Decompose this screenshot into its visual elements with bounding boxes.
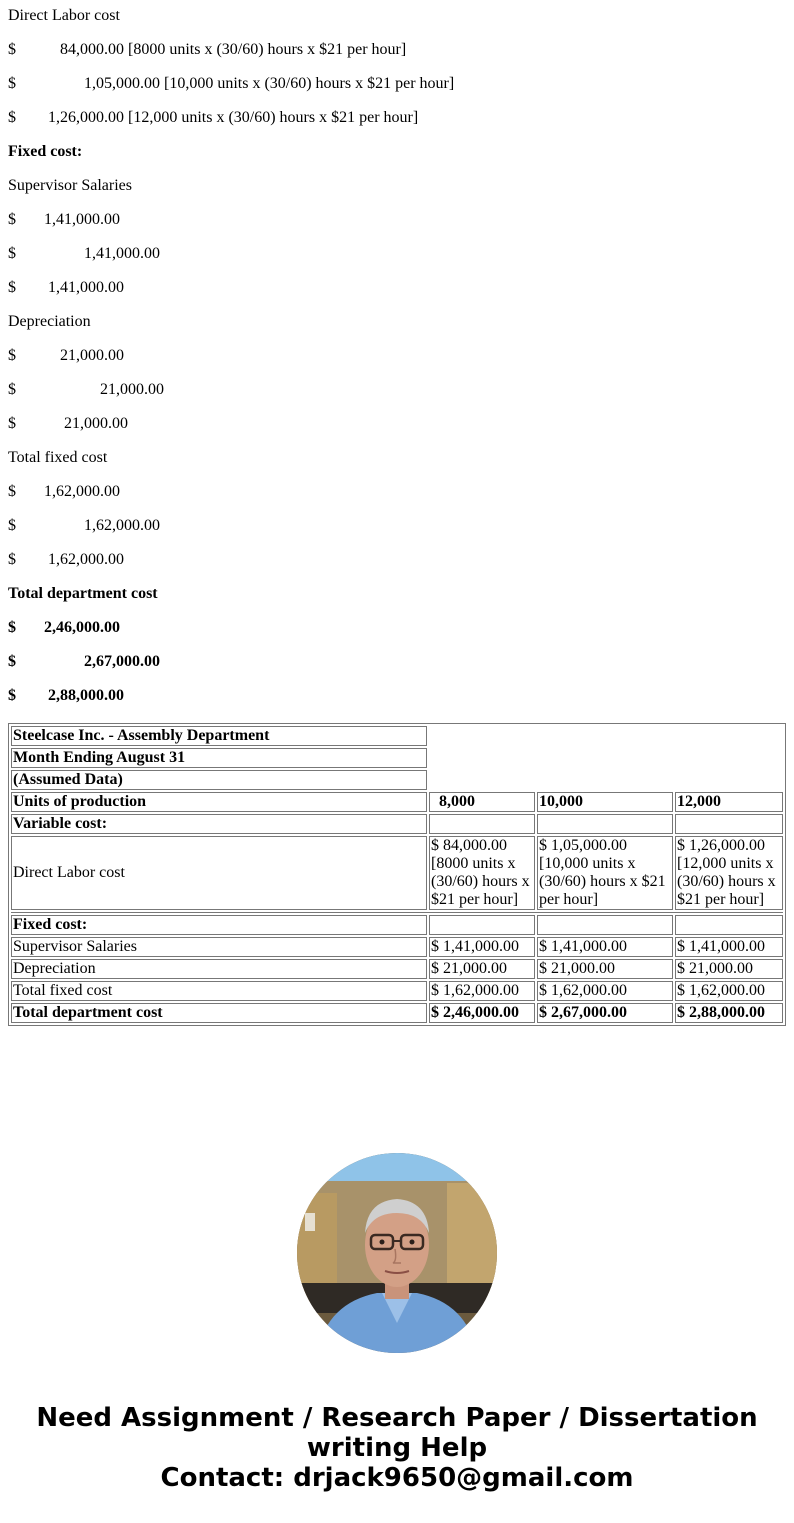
currency-symbol: $ <box>8 347 16 364</box>
currency-symbol: $ <box>8 381 16 398</box>
currency-symbol: $ <box>8 551 16 568</box>
total-department-cost-label: Total department cost <box>8 585 158 602</box>
supervisor-10000-line <box>8 237 786 271</box>
depreciation-10000-value: 21,000.00 <box>100 381 164 398</box>
direct-labor-cell-8000: $ 84,000.00 [8000 units x (30/60) hours x $21 per hour] <box>429 836 535 910</box>
total-fixed-8000-line <box>8 475 786 509</box>
fixed-cost-heading: Fixed cost: <box>8 143 83 160</box>
currency-symbol: $ <box>8 109 16 126</box>
currency-symbol: $ <box>8 415 16 432</box>
table-row <box>11 937 783 957</box>
table-period: Month Ending August 31 <box>11 748 427 768</box>
currency-symbol: $ <box>8 211 16 228</box>
total-dept-8000-line <box>8 611 786 645</box>
total-dept-cell-12000: $ 2,88,000.00 <box>675 1003 783 1023</box>
promo-line-1: Need Assignment / Research Paper / Dissertation <box>36 1403 758 1433</box>
depreciation-12000-line <box>8 407 786 441</box>
cost-table <box>8 723 786 1026</box>
total-fixed-10000-line <box>8 509 786 543</box>
total-fixed-10000-value: 1,62,000.00 <box>84 517 160 534</box>
table-divider-row <box>11 912 783 913</box>
units-12000: 12,000 <box>675 792 783 812</box>
promo-banner <box>0 1403 794 1493</box>
depreciation-8000-value: 21,000.00 <box>60 347 124 364</box>
total-dept-12000-line <box>8 679 786 713</box>
total-fixed-12000-line <box>8 543 786 577</box>
currency-symbol: $ <box>8 245 16 262</box>
total-fixed-cell-label: Total fixed cost <box>11 981 427 1001</box>
supervisor-10000-value: 1,41,000.00 <box>84 245 160 262</box>
depreciation-cell-8000: $ 21,000.00 <box>429 959 535 979</box>
total-fixed-cell-10000: $ 1,62,000.00 <box>537 981 673 1001</box>
fixed-cost-cell-heading: Fixed cost: <box>11 915 427 935</box>
supervisor-8000-value: 1,41,000.00 <box>44 211 120 228</box>
direct-labor-10000-line <box>8 67 786 101</box>
table-row <box>11 959 783 979</box>
supervisor-12000-value: 1,41,000.00 <box>48 279 124 296</box>
direct-labor-cell-10000: $ 1,05,000.00 [10,000 units x (30/60) hours x $21 per hour] <box>537 836 673 910</box>
units-8000 <box>429 792 535 812</box>
supervisor-cell-10000: $ 1,41,000.00 <box>537 937 673 957</box>
direct-labor-label: Direct Labor cost <box>8 7 120 24</box>
depreciation-12000-value: 21,000.00 <box>64 415 128 432</box>
currency-symbol: $ <box>8 517 16 534</box>
total-dept-cell-8000: $ 2,46,000.00 <box>429 1003 535 1023</box>
total-dept-12000-value: 2,88,000.00 <box>48 687 124 704</box>
depreciation-cell-label: Depreciation <box>11 959 427 979</box>
total-dept-10000-line <box>8 645 786 679</box>
avatar <box>297 1153 497 1353</box>
total-dept-10000-value: 2,67,000.00 <box>84 653 160 670</box>
units-8000-value: 8,000 <box>439 793 475 810</box>
units-label: Units of production <box>11 792 427 812</box>
supervisor-12000-line <box>8 271 786 305</box>
total-fixed-cell-8000: $ 1,62,000.00 <box>429 981 535 1001</box>
total-fixed-cell-12000: $ 1,62,000.00 <box>675 981 783 1001</box>
direct-labor-8000-line <box>8 33 786 67</box>
table-row <box>11 792 783 812</box>
currency-symbol: $ <box>8 619 16 636</box>
table-note: (Assumed Data) <box>11 770 427 790</box>
supervisor-cell-label: Supervisor Salaries <box>11 937 427 957</box>
direct-labor-12000-line <box>8 101 786 135</box>
total-fixed-8000-value: 1,62,000.00 <box>44 483 120 500</box>
avatar-portrait-icon <box>297 1153 497 1353</box>
direct-labor-cell-12000: $ 1,26,000.00 [12,000 units x (30/60) hours x $21 per hour] <box>675 836 783 910</box>
table-row <box>11 748 783 768</box>
direct-labor-12000-value: 1,26,000.00 [12,000 units x (30/60) hours x $21 per hour] <box>48 109 419 126</box>
depreciation-8000-line <box>8 339 786 373</box>
promo-contact: Contact: drjack9650@gmail.com <box>160 1463 634 1493</box>
currency-symbol: $ <box>8 279 16 296</box>
total-dept-8000-value: 2,46,000.00 <box>44 619 120 636</box>
table-row <box>11 726 783 746</box>
depreciation-cell-12000: $ 21,000.00 <box>675 959 783 979</box>
total-fixed-cost-label: Total fixed cost <box>8 449 108 466</box>
table-row <box>11 981 783 1001</box>
supervisor-salaries-label: Supervisor Salaries <box>8 177 132 194</box>
currency-symbol: $ <box>8 41 16 58</box>
table-row <box>11 1003 783 1023</box>
table-row <box>11 814 783 834</box>
table-title: Steelcase Inc. - Assembly Department <box>11 726 427 746</box>
currency-symbol: $ <box>8 483 16 500</box>
total-dept-cell-label: Total department cost <box>11 1003 427 1023</box>
currency-symbol: $ <box>8 687 16 704</box>
supervisor-cell-12000: $ 1,41,000.00 <box>675 937 783 957</box>
total-fixed-12000-value: 1,62,000.00 <box>48 551 124 568</box>
units-10000: 10,000 <box>537 792 673 812</box>
table-row <box>11 836 783 910</box>
currency-symbol: $ <box>8 653 16 670</box>
supervisor-cell-8000: $ 1,41,000.00 <box>429 937 535 957</box>
currency-symbol: $ <box>8 75 16 92</box>
total-dept-cell-10000: $ 2,67,000.00 <box>537 1003 673 1023</box>
direct-labor-10000-value: 1,05,000.00 [10,000 units x (30/60) hours x $21 per hour] <box>84 75 455 92</box>
variable-cost-heading: Variable cost: <box>11 814 427 834</box>
depreciation-label: Depreciation <box>8 313 91 330</box>
promo-line-2: writing Help <box>306 1433 488 1463</box>
direct-labor-cell-label: Direct Labor cost <box>11 836 427 910</box>
depreciation-cell-10000: $ 21,000.00 <box>537 959 673 979</box>
depreciation-10000-line <box>8 373 786 407</box>
direct-labor-8000-value: 84,000.00 [8000 units x (30/60) hours x $21 per hour] <box>60 41 407 58</box>
supervisor-8000-line <box>8 203 786 237</box>
table-row <box>11 770 783 790</box>
table-row <box>11 915 783 935</box>
